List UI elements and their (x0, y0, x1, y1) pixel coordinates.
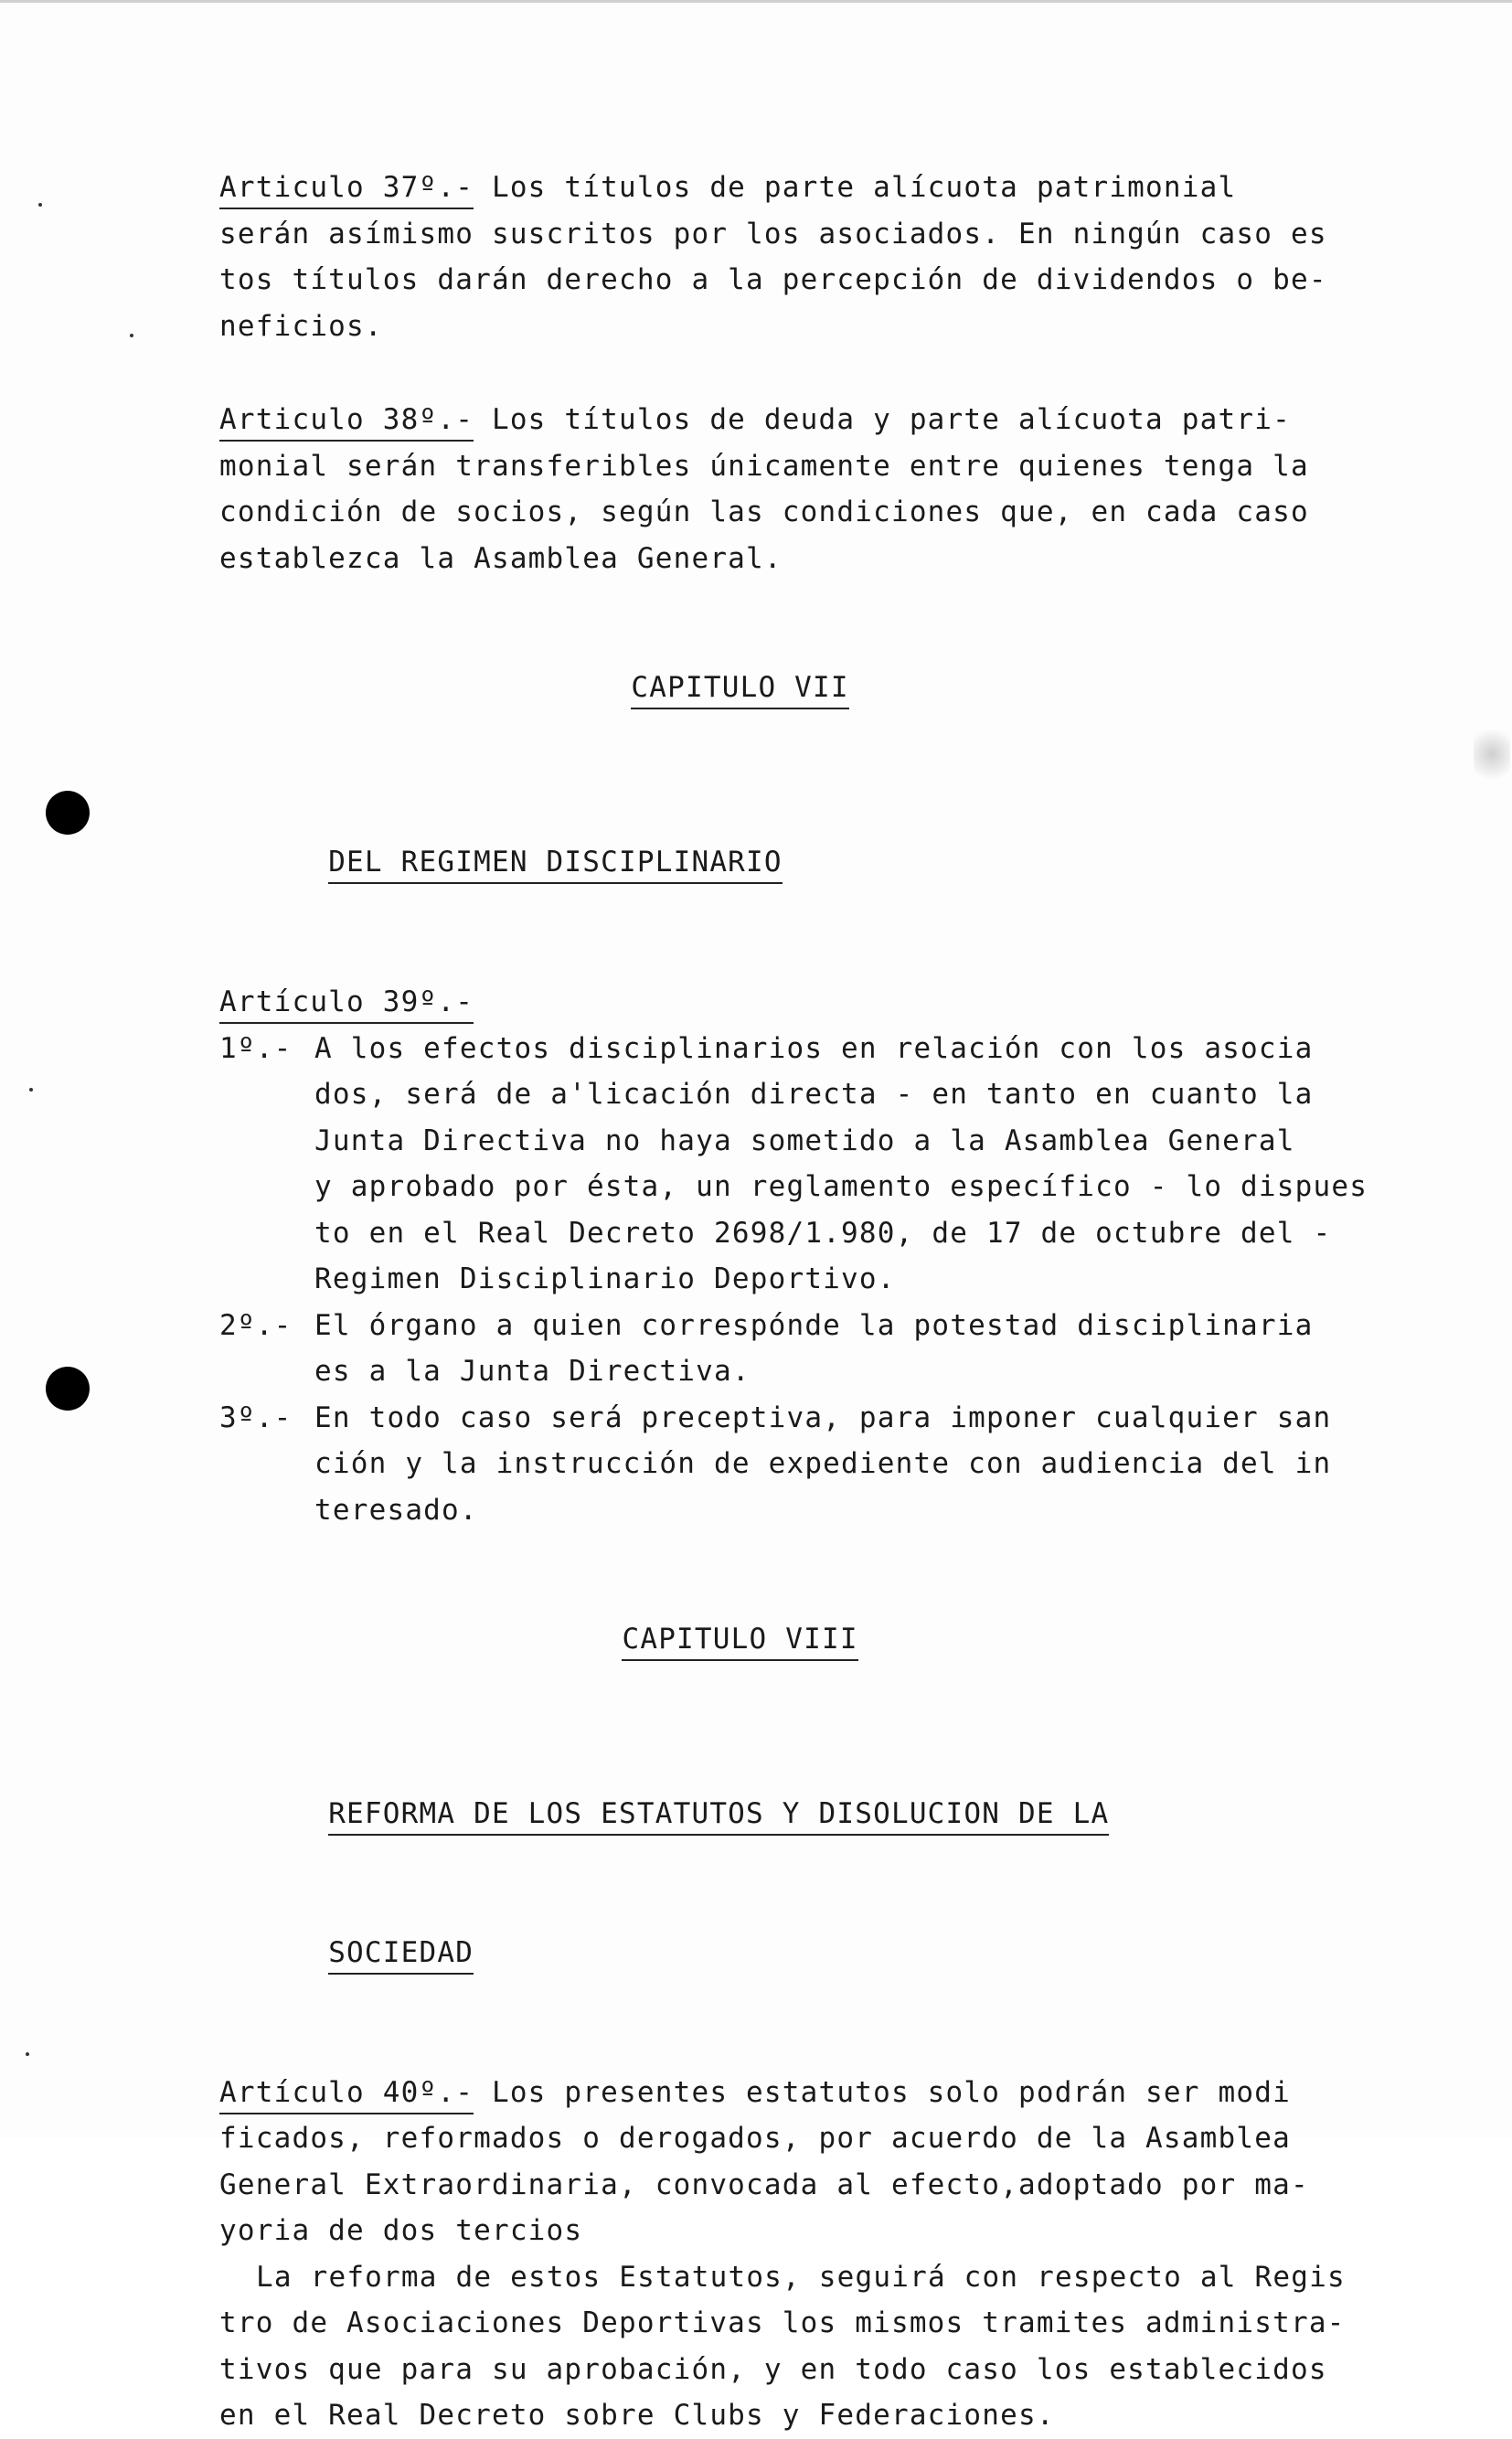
article-39-item-2 (219, 1303, 1408, 1395)
chapter-8-subtitle-line-2: SOCIEDAD (328, 1934, 474, 1975)
document-body (219, 165, 1408, 2439)
article-37-line-4: neficios. (219, 309, 383, 343)
article-40-line-4: yoria de dos tercios (219, 2214, 583, 2247)
page-top-edge (0, 0, 1512, 3)
item-1-line-3: Junta Directiva no haya sometido a la Asamblea General (314, 1124, 1295, 1157)
article-37-line-2: serán asímismo suscritos por los asociados. En ningún caso es (219, 217, 1327, 250)
item-2-line-2: es a la Junta Directiva. (314, 1355, 751, 1388)
punch-hole-lower (46, 1367, 90, 1411)
item-1-line-2: dos, será de a'licación directa - en tanto en cuanto la (314, 1078, 1314, 1111)
article-40-label: Artículo 40º.- (219, 2072, 474, 2114)
article-40 (219, 2070, 1408, 2439)
article-40-para2-line-2: tro de Asociaciones Deportivas los mismos tramites administra- (219, 2306, 1346, 2339)
speck (26, 2052, 29, 2056)
item-1-line-6: Regimen Disciplinario Deportivo. (314, 1262, 896, 1295)
article-40-line-1: Los presentes estatutos solo podrán ser modi (474, 2075, 1291, 2109)
article-38 (219, 397, 1408, 581)
chapter-8-heading-row (219, 1570, 1152, 1709)
item-2-line-1: El órgano a quien correspónde la potestad disciplinaria (314, 1308, 1314, 1342)
article-37-label: Articulo 37º.- (219, 167, 474, 209)
item-number: 1º.- (219, 1031, 293, 1065)
article-40-para2-line-1: La reforma de estos Estatutos, seguirá con respecto al Regis (256, 2260, 1346, 2294)
speck (130, 334, 133, 337)
item-1-line-4: y aprobado por ésta, un reglamento específico - lo dispues (314, 1170, 1368, 1203)
item-3-line-1: En todo caso será preceptiva, para imponer cualquier san (314, 1401, 1332, 1434)
chapter-7-subtitle: DEL REGIMEN DISCIPLINARIO (328, 844, 783, 884)
article-39-item-1 (219, 1026, 1408, 1303)
article-40-para2-line-3: tivos que para su aprobación, y en todo caso los establecidos (219, 2352, 1327, 2386)
article-38-line-2: monial serán transferibles únicamente entre quienes tenga la (219, 449, 1309, 483)
chapter-8-subtitle-row-1 (219, 1745, 1408, 1884)
punch-hole-upper (46, 791, 90, 835)
article-38-line-1: Los títulos de deuda y parte alícuota patri- (474, 403, 1291, 436)
article-40-para2-line-4: en el Real Decreto sobre Clubs y Federaciones. (219, 2399, 1055, 2432)
article-37-line-3: tos títulos darán derecho a la percepción de dividendos o be- (219, 263, 1327, 296)
article-38-label: Articulo 38º.- (219, 399, 474, 442)
item-1-line-1: A los efectos disciplinarios en relación con los asocia (314, 1031, 1314, 1065)
chapter-8-subtitle-row-2 (219, 1883, 1408, 2022)
article-37 (219, 165, 1408, 349)
speck (29, 1088, 33, 1092)
article-37-line-1: Los títulos de parte alícuota patrimonial (474, 171, 1237, 204)
chapter-8-subtitle-line-1: REFORMA DE LOS ESTATUTOS Y DISOLUCION DE LA (328, 1795, 1109, 1836)
item-1-line-5: to en el Real Decreto 2698/1.980, de 17 de octubre del - (314, 1216, 1332, 1250)
chapter-7-title: CAPITULO VII (631, 669, 848, 709)
chapter-7-subtitle-row (219, 793, 1408, 932)
article-39 (219, 979, 1408, 1533)
article-38-line-3: condición de socios, según las condiciones que, en cada caso (219, 495, 1309, 528)
chapter-8-title: CAPITULO VIII (622, 1621, 857, 1661)
speck (38, 203, 42, 207)
item-3-line-3: teresado. (314, 1493, 478, 1527)
scan-smudge (1474, 722, 1510, 786)
article-38-line-4: establezca la Asamblea General. (219, 541, 783, 575)
article-39-item-3 (219, 1395, 1408, 1534)
article-39-label: Artículo 39º.- (219, 982, 474, 1024)
item-3-line-2: ción y la instrucción de expediente con audiencia del in (314, 1447, 1332, 1480)
article-40-line-3: General Extraordinaria, convocada al efecto,adoptado por ma- (219, 2167, 1309, 2201)
item-number: 2º.- (219, 1308, 293, 1342)
item-number: 3º.- (219, 1401, 293, 1434)
article-40-line-2: ficados, reformados o derogados, por acuerdo de la Asamblea (219, 2122, 1291, 2155)
chapter-7-heading-row (219, 618, 1152, 757)
